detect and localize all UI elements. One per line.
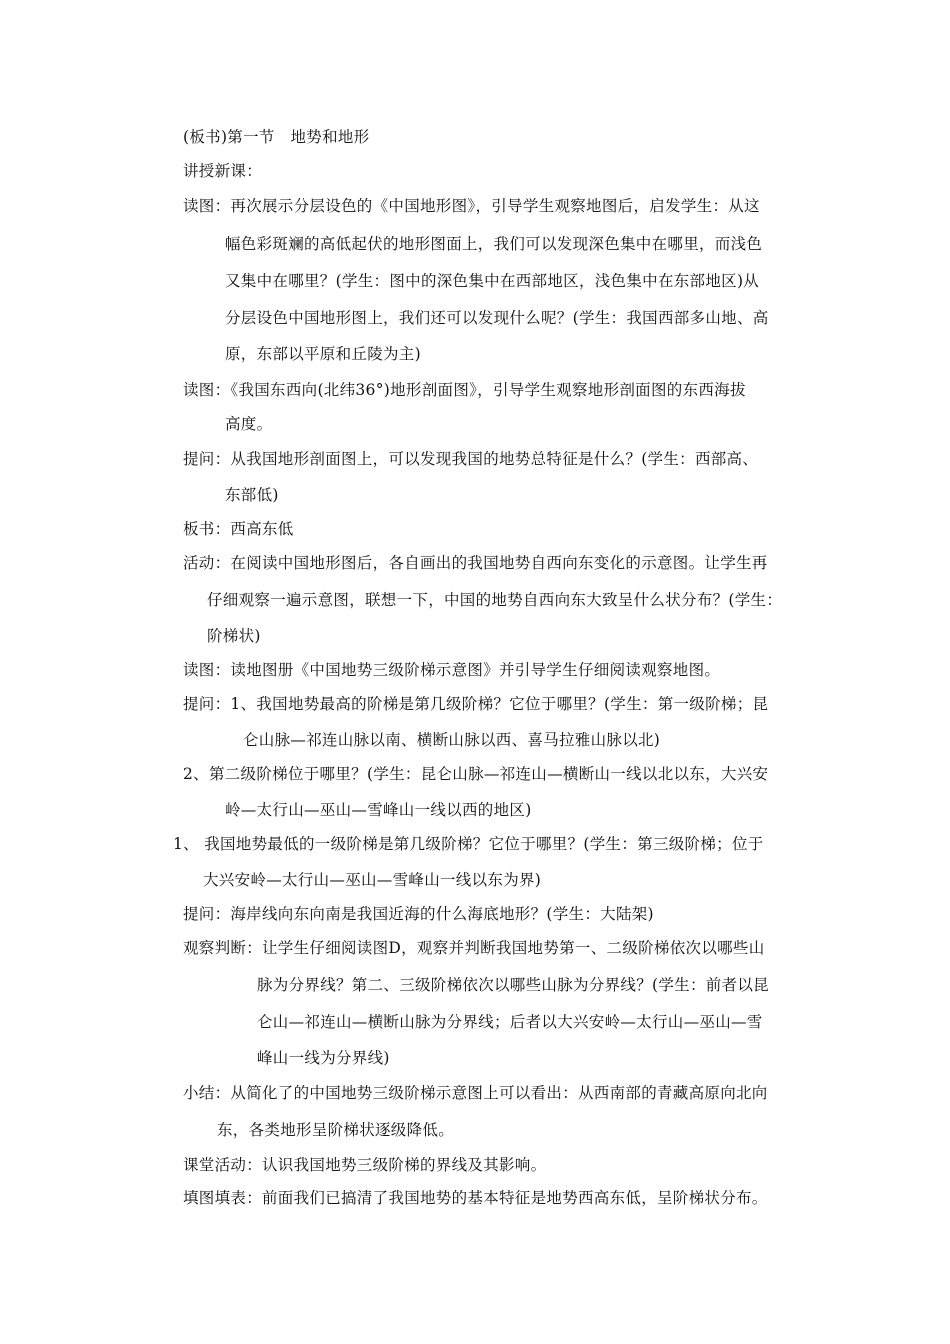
- paragraph-line: 高度。: [225, 415, 273, 433]
- paragraph-line: 大兴安岭—太行山—巫山—雪峰山一线以东为界): [203, 871, 542, 889]
- paragraph-line: 阶梯状): [207, 627, 261, 645]
- paragraph-line: 提问：1、我国地势最高的阶梯是第几级阶梯？它位于哪里？(学生：第一级阶梯；昆: [183, 695, 769, 713]
- paragraph-line: 脉为分界线？第二、三级阶梯依次以哪些山脉为分界线？(学生：前者以昆: [257, 976, 769, 994]
- paragraph-line: 填图填表：前面我们已搞清了我国地势的基本特征是地势西高东低，呈阶梯状分布。: [183, 1189, 768, 1207]
- paragraph-line: 读图：读地图册《中国地势三级阶梯示意图》并引导学生仔细阅读观察地图。: [183, 661, 721, 679]
- board-note: 板书：西高东低: [183, 520, 294, 538]
- paragraph-line: 仑山脉—祁连山脉以南、横断山脉以西、喜马拉雅山脉以北): [243, 731, 661, 749]
- paragraph-line: 原，东部以平原和丘陵为主): [225, 345, 421, 363]
- paragraph-line: 分层设色中国地形图上，我们还可以发现什么呢？(学生：我国西部多山地、高: [225, 309, 769, 327]
- paragraph-line: 活动：在阅读中国地形图后，各自画出的我国地势自西向东变化的示意图。让学生再: [183, 554, 768, 572]
- paragraph-line: 东部低): [225, 486, 279, 504]
- paragraph-line: 课堂活动：认识我国地势三级阶梯的界线及其影响。: [183, 1156, 547, 1174]
- new-lesson-label: 讲授新课：: [183, 162, 263, 180]
- paragraph-line: 观察判断：让学生仔细阅读图D，观察并判断我国地势第一、二级阶梯依次以哪些山: [183, 939, 765, 957]
- paragraph-line: 2、第二级阶梯位于哪里？(学生：昆仑山脉—祁连山—横断山一线以北以东，大兴安: [183, 765, 769, 783]
- paragraph-line: 又集中在哪里？(学生：图中的深色集中在西部地区，浅色集中在东部地区)从: [225, 272, 760, 290]
- paragraph-line: 读图：再次展示分层设色的《中国地形图》，引导学生观察地图后，启发学生：从这: [183, 197, 760, 215]
- paragraph-line: 提问：从我国地形剖面图上，可以发现我国的地势总特征是什么？(学生：西部高、: [183, 450, 759, 468]
- paragraph-line: 东，各类地形呈阶梯状逐级降低。: [217, 1121, 455, 1139]
- paragraph-line: 仔细观察一遍示意图，联想一下，中国的地势自西向东大致呈什么状分布？(学生：: [207, 591, 783, 609]
- paragraph-line: 1、 我国地势最低的一级阶梯是第几级阶梯？它位于哪里？(学生：第三级阶梯；位于: [173, 835, 764, 853]
- paragraph-line: 峰山一线为分界线): [257, 1049, 390, 1067]
- paragraph-line: 仑山—祁连山—横断山脉为分界线；后者以大兴安岭—太行山—巫山—雪: [257, 1013, 763, 1031]
- paragraph-line: 小结：从简化了的中国地势三级阶梯示意图上可以看出：从西南部的青藏高原向北向: [183, 1084, 768, 1102]
- board-heading: (板书)第一节 地势和地形: [183, 128, 370, 146]
- paragraph-line: 岭—太行山—巫山—雪峰山一线以西的地区): [225, 801, 532, 819]
- paragraph-line: 读图：《我国东西向(北纬36°)地形剖面图》，引导学生观察地形剖面图的东西海拔: [183, 381, 746, 399]
- paragraph-line: 幅色彩斑斓的高低起伏的地形图面上，我们可以发现深色集中在哪里，而浅色: [225, 235, 763, 253]
- paragraph-line: 提问：海岸线向东向南是我国近海的什么海底地形？(学生：大陆架): [183, 905, 654, 923]
